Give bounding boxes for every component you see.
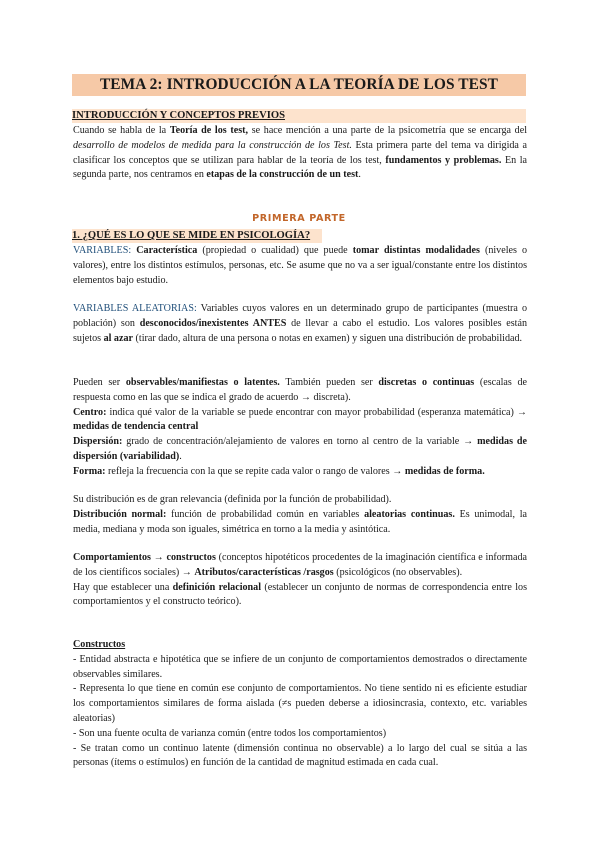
constructos-heading: Constructos xyxy=(73,639,126,650)
variables-paragraph xyxy=(73,244,527,288)
text: Su distribución es de gran relevancia (definida por la función de probabilidad). xyxy=(73,494,392,505)
text: indica qué valor de la variable se puede encontrar con mayor probabilidad (esperanza matemática) → xyxy=(106,406,527,418)
list-item: - Entidad abstracta e hipotética que se infiere de un conjunto de comportamientos demostrados o directamente observables similares. xyxy=(73,653,527,680)
section1-heading: 1. ¿QUÉ ES LO QUE SE MIDE EN PSICOLOGÍA? xyxy=(72,230,311,241)
text: (propiedad o cualidad) que puede xyxy=(197,245,353,256)
variables-aleatorias-paragraph xyxy=(73,302,527,346)
title-band xyxy=(72,74,526,96)
list-item: - Se tratan como un continuo latente (dimensión continua no observable) a lo largo del cual se sitúa a las personas (ítems o estímulos) en función de la cantidad de magnitud estimada en cada cual. xyxy=(73,742,527,769)
term-azar: al azar xyxy=(103,332,133,344)
text: (tirar dado, altura de una persona o notas en examen) y siguen una distribución de probabilidad. xyxy=(133,332,523,344)
term-discretas: discretas o continuas xyxy=(378,377,475,388)
term-observables: observables/manifiestas o latentes. xyxy=(125,377,280,388)
term-forma: Forma: xyxy=(73,465,106,477)
text: Hay que establecer una xyxy=(73,581,173,593)
text: (escalas de respuesta como en las que se indica el grado de acuerdo → discreta). xyxy=(73,377,528,403)
intro-italic-desarrollo: desarrollo de modelos de medida para la construcción de los Test. xyxy=(73,139,352,151)
text: Variables cuyos valores en un determinado grupo de participantes (muestra o población) son xyxy=(73,303,527,329)
intro-heading-band xyxy=(72,109,526,123)
list-item: - Son una fuente oculta de varianza común (entre todos los comportamientos) xyxy=(73,727,387,739)
intro-term-teoria: Teoría de los test, xyxy=(169,125,249,136)
intro-text: En la segunda parte, nos centramos en xyxy=(73,154,527,181)
term-definicion-relacional: definición relacional xyxy=(172,581,262,593)
list-item: - Representa lo que tiene en común ese conjunto de comportamientos. No tiene sentido ni es eficiente estudiar los comportamientos similares de forma aislada (≠s pueden deberse a idiosincrasia, contexto, etc. variables aleatorias) xyxy=(73,683,527,724)
text: También pueden ser xyxy=(279,377,379,388)
text: Pueden ser xyxy=(73,377,126,388)
term-tendencia-central: medidas de tendencia central xyxy=(73,421,199,433)
text: (psicológicos (no observables). xyxy=(333,566,463,578)
text: . xyxy=(179,450,182,462)
text: (establecer un conjunto de normas de correspondencia entre los comportamientos y el constructo teórico). xyxy=(73,581,527,608)
text: (conceptos hipotéticos procedentes de la imaginación científica e informada de los científicos sociales) → xyxy=(73,552,528,578)
term-variables-aleatorias: VARIABLES ALEATORIAS: xyxy=(73,303,197,314)
intro-paragraph xyxy=(73,124,527,183)
intro-term-etapas: etapas de la construcción de un test xyxy=(206,169,359,181)
text: (niveles o valores), entre los distintos estímulos, personas, etc. Se asume que no va a ser igual/constante entre los distintos elementos bajo estudio. xyxy=(73,245,528,286)
text: función de probabilidad común en variables xyxy=(166,508,365,520)
part-label: PRIMERA PARTE xyxy=(252,213,346,224)
intro-text: Esta primera parte del tema va dirigida a clasificar los conceptos que se utilizan para hablar de la teoría de los test, xyxy=(73,139,527,166)
term-centro: Centro: xyxy=(73,406,107,418)
text: Es unimodal, la media, mediana y moda son iguales, simétrica en torno a la media y asintótica. xyxy=(73,508,528,535)
term-desconocidos: desconocidos/inexistentes ANTES xyxy=(139,317,287,329)
intro-text: Cuando se habla de la xyxy=(73,125,170,136)
constructos-list xyxy=(73,638,527,771)
distribution-paragraph xyxy=(73,493,527,537)
term-comportamientos: Comportamientos xyxy=(73,552,151,563)
term-medidas-forma: medidas de forma. xyxy=(404,465,485,477)
term-medidas-dispersion: medidas de dispersión (variabilidad) xyxy=(73,436,527,462)
intro-text: . xyxy=(358,169,361,181)
constructs-paragraph xyxy=(73,551,527,610)
term-constructos: constructos xyxy=(166,552,216,563)
intro-heading: INTRODUCCIÓN Y CONCEPTOS PREVIOS xyxy=(72,110,285,121)
term-variables: VARIABLES: xyxy=(73,245,132,256)
term-dispersion: Dispersión: xyxy=(73,436,123,448)
text: → xyxy=(150,552,167,563)
term-caracteristica: Característica xyxy=(136,245,198,256)
text: refleja la frecuencia con la que se repite cada valor o rango de valores → xyxy=(105,465,405,477)
page-title: TEMA 2: INTRODUCCIÓN A LA TEORÍA DE LOS TEST xyxy=(99,76,499,93)
properties-paragraph xyxy=(73,376,527,480)
section1-heading-band xyxy=(72,229,322,243)
text: grado de concentración/alejamiento de valores en torno al centro de la variable → xyxy=(122,436,478,448)
intro-term-fundamentos: fundamentos y problemas. xyxy=(385,154,502,166)
term-distribucion-normal: Distribución normal: xyxy=(73,508,167,520)
text: de llevar a cabo el estudio. Los valores posibles están sujetos xyxy=(73,317,528,344)
term-atributos: Atributos/características /rasgos xyxy=(194,566,334,578)
intro-text: se hace mención a una parte de la psicometría que se encarga del xyxy=(248,125,527,136)
term-aleatorias-continuas: aleatorias continuas. xyxy=(364,508,455,520)
term-modalidades: tomar distintas modalidades xyxy=(352,245,480,256)
